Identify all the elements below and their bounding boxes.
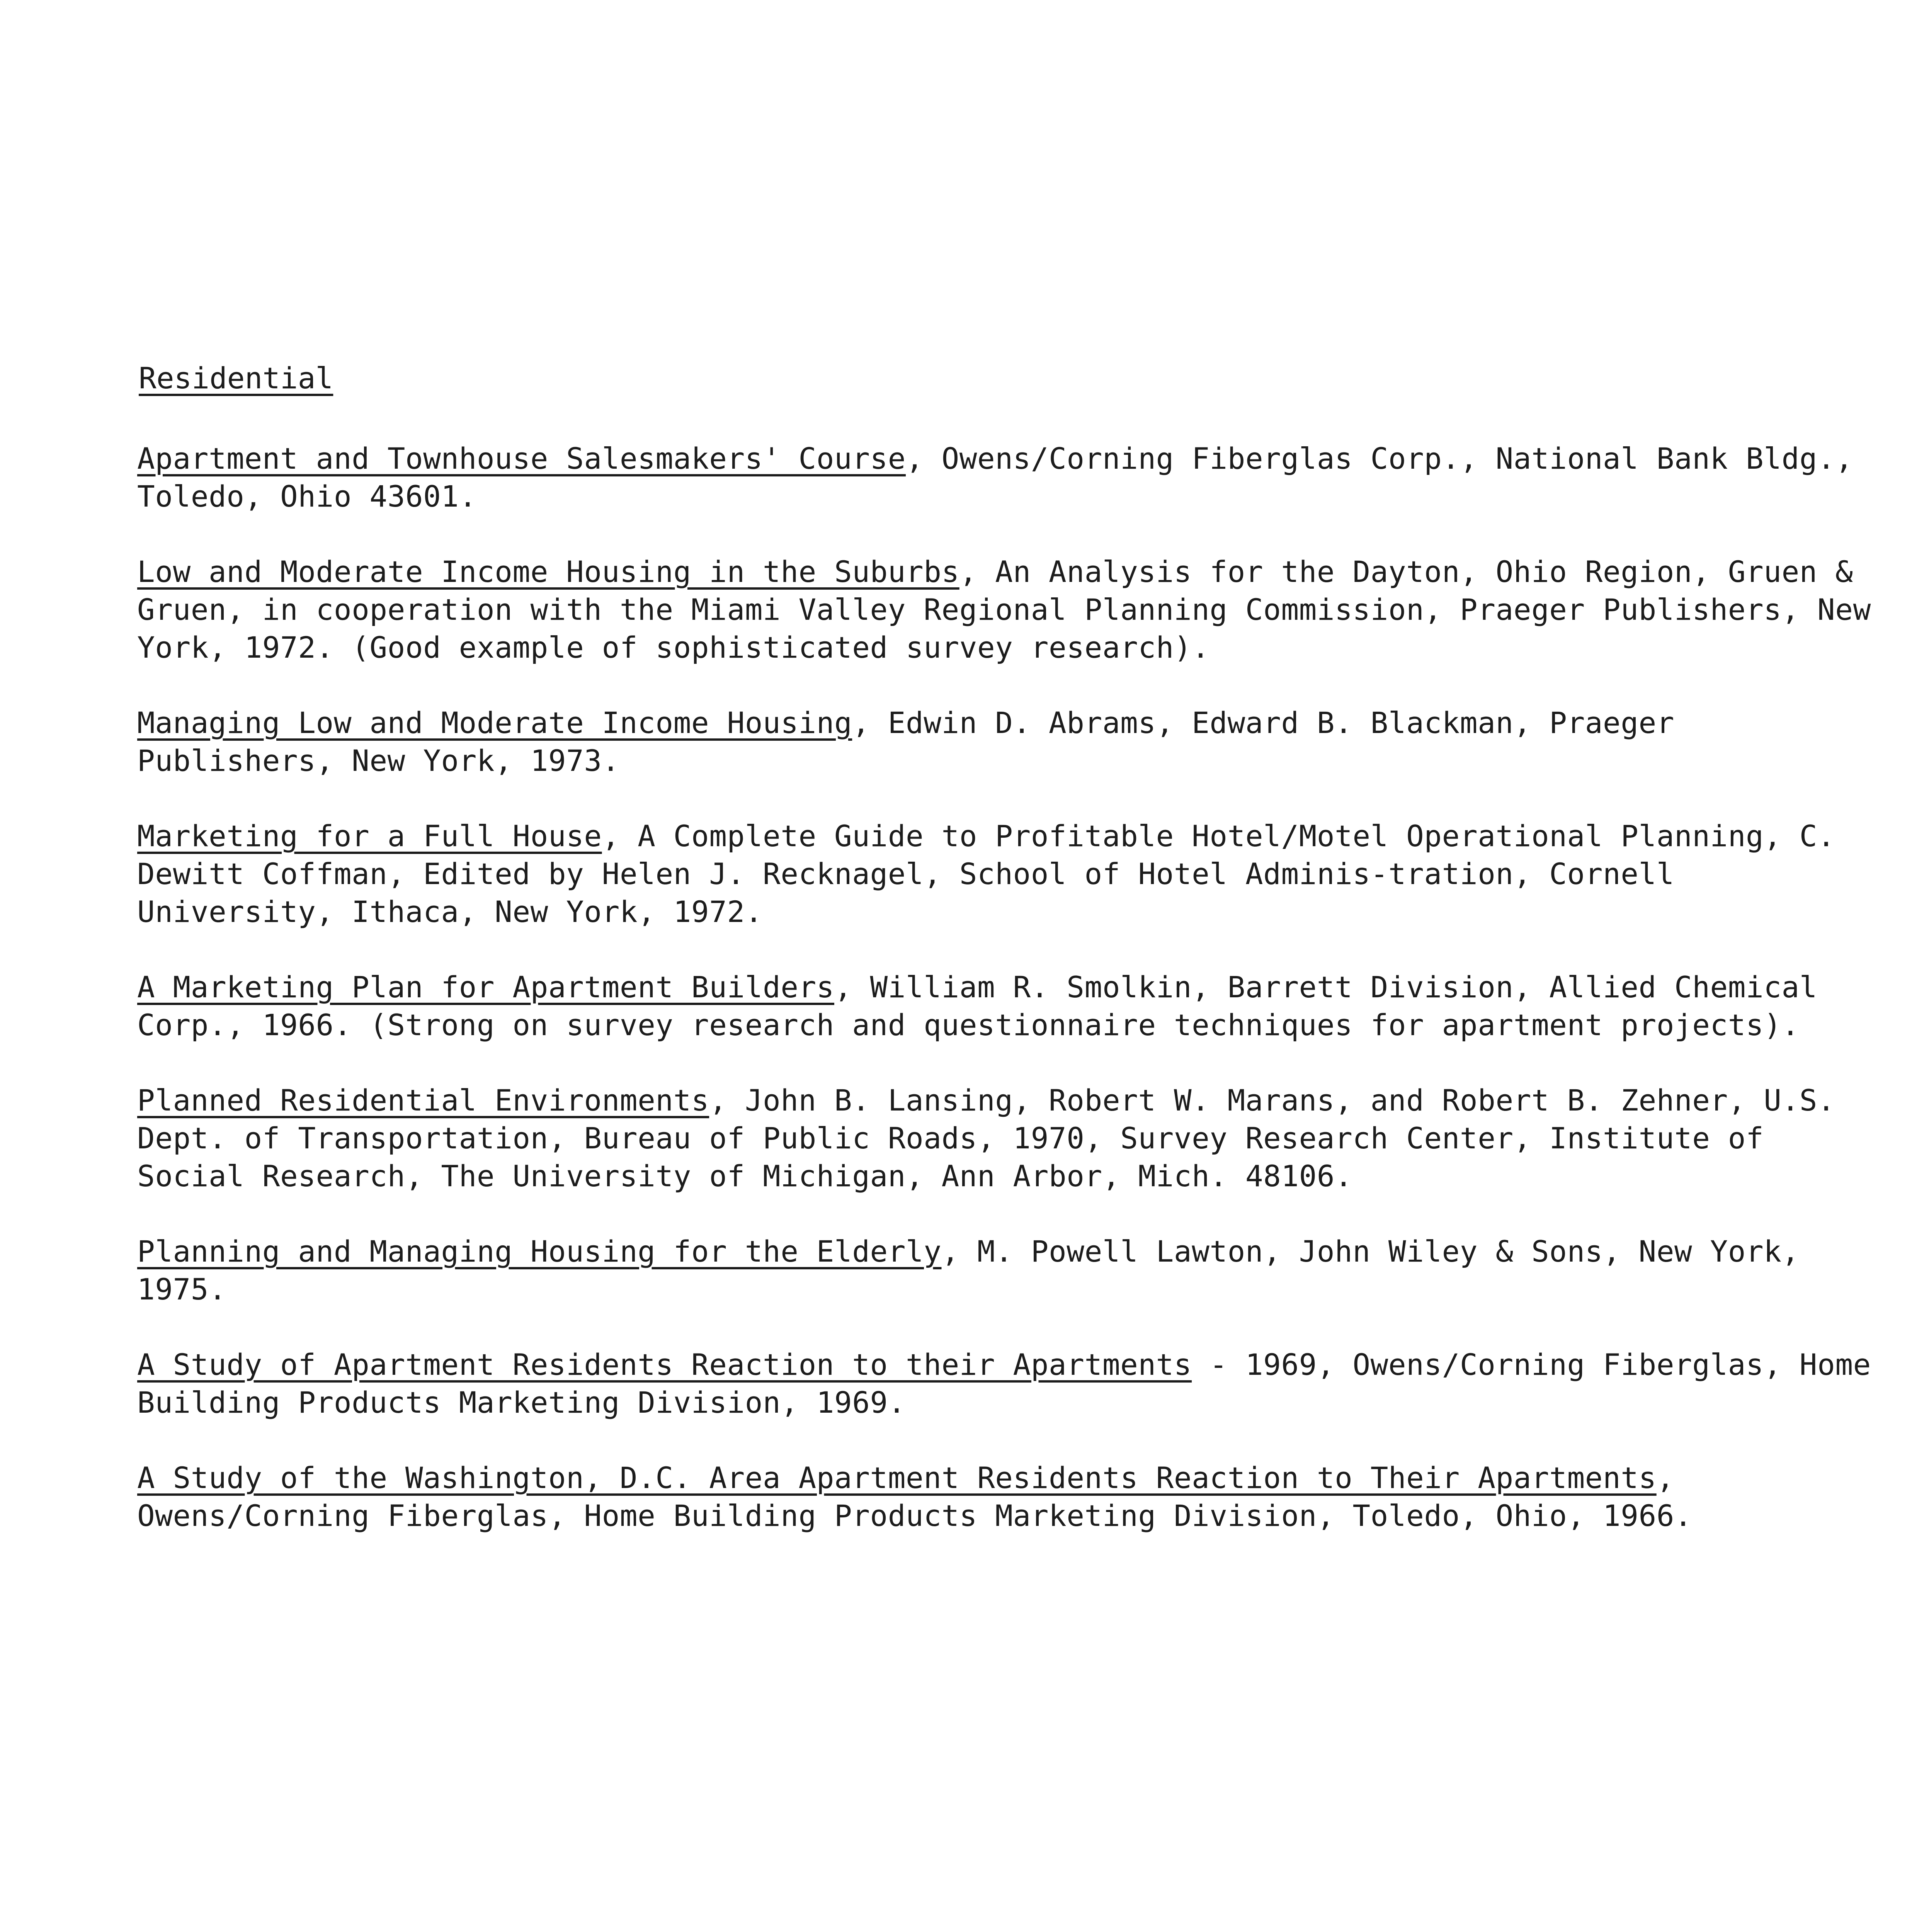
entry-title: Low and Moderate Income Housing in the Suburbs	[137, 554, 959, 589]
bibliography-page	[137, 359, 1876, 1572]
entry-details: , A Complete Guide to Profitable Hotel/Motel Operational Planning, C. Dewitt Coffman, Edited by Helen J. Recknagel, School of Hotel Adminis-tration, Cornell University, Ithaca, New York, 1972.	[137, 819, 1835, 929]
bibliography-entry	[137, 553, 1876, 667]
entry-details: , M. Powell Lawton, John Wiley & Sons, New York, 1975.	[137, 1234, 1800, 1306]
entry-title: Managing Low and Moderate Income Housing	[137, 706, 852, 740]
entry-title: A Study of Apartment Residents Reaction to their Apartments	[137, 1347, 1192, 1382]
section-heading: Residential	[139, 361, 333, 395]
entry-details: - 1969, Owens/Corning Fiberglas, Home Building Products Marketing Division, 1969.	[137, 1347, 1871, 1420]
entry-details: , Edwin D. Abrams, Edward B. Blackman, Praeger Publishers, New York, 1973.	[137, 706, 1675, 778]
bibliography-entry	[137, 1346, 1876, 1422]
bibliography-entry	[137, 817, 1876, 931]
entry-details: , John B. Lansing, Robert W. Marans, and Robert B. Zehner, U.S. Dept. of Transportation, Bureau of Public Roads, 1970, Survey Research Center, Institute of Social Research, The University of Michigan, Ann Arbor, Mich. 48106.	[137, 1083, 1835, 1193]
entry-details: , An Analysis for the Dayton, Ohio Region, Gruen & Gruen, in cooperation with the Miami Valley Regional Planning Commission, Praeger Publishers, New York, 1972. (Good example of sophisticated survey research).	[137, 554, 1871, 665]
entry-title: Planned Residential Environments	[137, 1083, 709, 1117]
entry-title: Marketing for a Full House	[137, 819, 602, 853]
entry-title: A Marketing Plan for Apartment Builders	[137, 970, 834, 1004]
bibliography-entry	[137, 1233, 1876, 1308]
bibliography-entry	[137, 968, 1876, 1044]
entry-details: , Owens/Corning Fiberglas, Home Building Products Marketing Division, Toledo, Ohio, 1966.	[137, 1461, 1693, 1533]
bibliography-entry	[137, 1459, 1876, 1535]
entry-title: Apartment and Townhouse Salesmakers' Course	[137, 441, 906, 476]
entry-title: Planning and Managing Housing for the Elderly	[137, 1234, 942, 1269]
entry-details: , William R. Smolkin, Barrett Division, Allied Chemical Corp., 1966. (Strong on survey research and questionnaire techniques for apartment projects).	[137, 970, 1818, 1042]
entry-title: A Study of the Washington, D.C. Area Apartment Residents Reaction to Their Apartments	[137, 1461, 1657, 1495]
bibliography-entry	[137, 1082, 1876, 1195]
entry-details: , Owens/Corning Fiberglas Corp., National Bank Bldg., Toledo, Ohio 43601.	[137, 441, 1853, 514]
bibliography-entry	[137, 440, 1876, 515]
bibliography-entry	[137, 704, 1876, 780]
